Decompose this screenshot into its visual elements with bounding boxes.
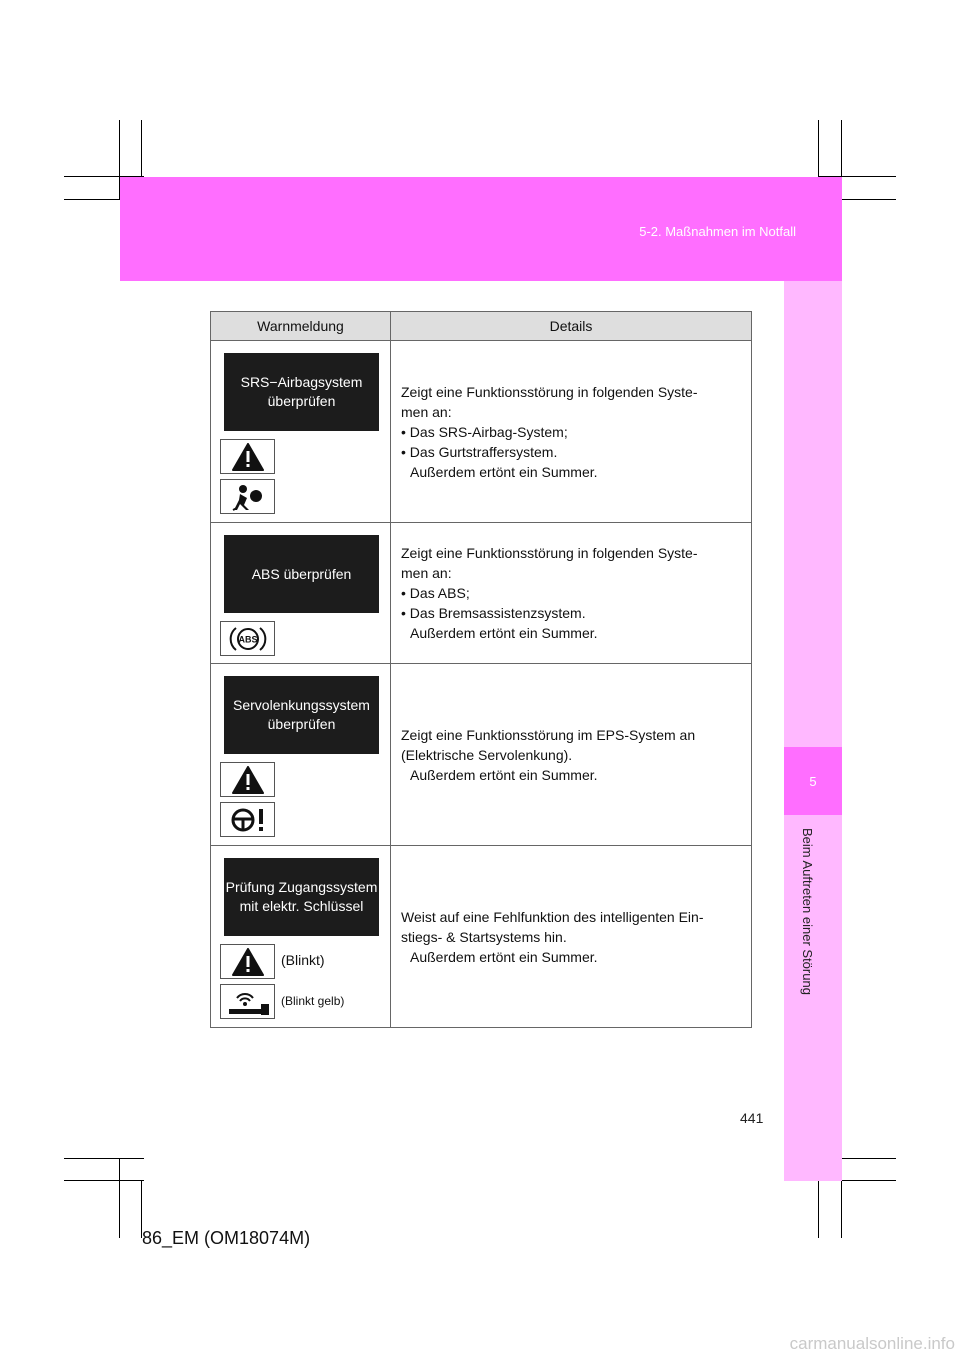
warning-triangle-icon [220,944,275,979]
details-cell: Zeigt eine Funktionsstörung in folgenden Syste- men an: • Das ABS; • Das Bremsassistenzsystem. Außerdem ertönt ein Summer. [391,523,752,664]
warning-message-display [224,353,379,431]
warning-message-text: ABS überprüfen [251,565,352,582]
summer-note: Außerdem ertönt ein Summer. [410,463,598,480]
warning-cell [211,664,391,846]
warning-cell [211,341,391,523]
table-row [211,846,752,1028]
blink-yellow-label: (Blinkt gelb) [281,994,345,1008]
chapter-tab-number: 5 [809,774,817,789]
chapter-tab [784,747,842,815]
section-title: 5-2. Maßnahmen im Notfall [639,224,796,239]
warning-message-text: SRS−Airbagsystem überprüfen [240,374,363,409]
crop-mark [119,1158,120,1238]
summer-note: Außerdem ertönt ein Summer. [410,766,598,783]
airbag-icon [220,479,275,514]
page-number: 441 [740,1110,764,1126]
warning-table [210,311,752,1028]
warning-triangle-icon [220,762,275,797]
svg-text:ABS: ABS [237,634,258,644]
warning-message-display [224,535,379,613]
crop-mark [64,1158,144,1159]
crop-mark [64,1180,144,1181]
warning-message-display [224,858,379,936]
section-header-band [120,177,842,281]
abs-icon [220,621,275,656]
column-header-details: Details [391,312,752,341]
steering-warning-icon [220,802,275,837]
warning-cell [211,846,391,1028]
table-header-row [211,312,752,341]
chapter-sidebar [784,281,842,1181]
chapter-title: Beim Auftreten einer Störung [800,828,815,995]
details-cell: Zeigt eine Funktionsstörung in folgenden Syste- men an: • Das SRS-Airbag-System; • Das Gurtstraffersystem. Außerdem ertönt ein Summer. [391,341,752,523]
smart-key-icon [220,984,275,1019]
summer-note: Außerdem ertönt ein Summer. [410,625,598,641]
warning-message-text: Prüfung Zugangssystem mit elektr. Schlüssel [225,879,378,914]
details-cell: Zeigt eine Funktionsstörung im EPS-System an (Elektrische Servolenkung). Außerdem ertönt ein Summer. [391,664,752,846]
footer-code: 86_EM (OM18074M) [142,1228,311,1248]
crop-mark [818,1180,819,1238]
blink-label: (Blinkt) [281,952,325,968]
warning-triangle-icon [220,439,275,474]
table-row [211,664,752,846]
details-cell: Weist auf eine Fehlfunktion des intelligenten Ein- stiegs- & Startsystems hin. Außerdem ertönt ein Summer. [391,846,752,1028]
table-row [211,523,752,664]
warning-cell [211,523,391,664]
column-header-warning: Warnmeldung [211,312,391,341]
summer-note: Außerdem ertönt ein Summer. [410,948,598,965]
warning-message-display [224,676,379,754]
warning-message-text: Servolenkungssystem überprüfen [233,697,370,732]
watermark: carmanualsonline.info [789,1334,955,1353]
table-row [211,341,752,523]
